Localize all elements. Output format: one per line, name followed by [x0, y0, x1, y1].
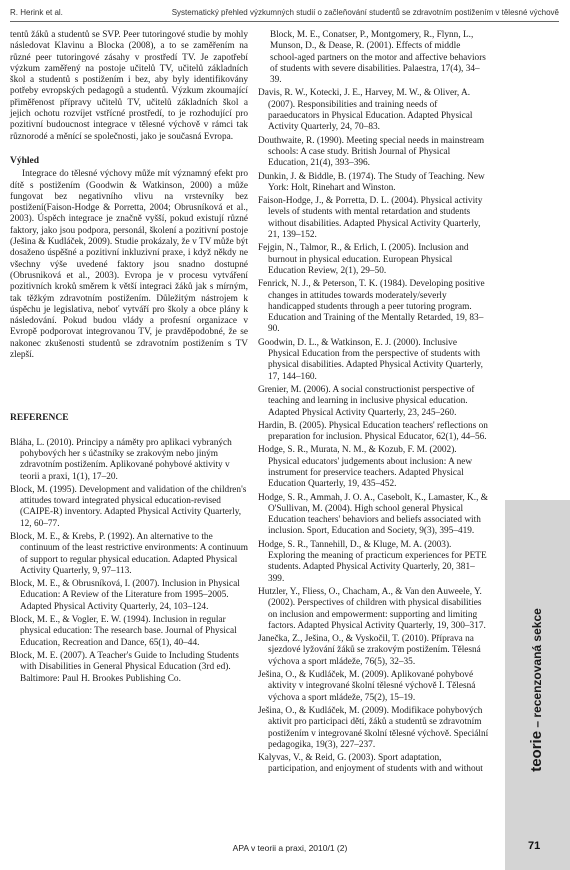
body-paragraph: Integrace do tělesné výchovy může mít významný efekt pro dítě s postižením (Goodwin & Watkinson, 2000) a může fungovat bez negativního vlivu na vrstevníky bez postižení(Faison-Hodge & Porretta, 2004; Obrusníková et al., 2003). Úspěch integrace je značně vyšší, pokud existují různé faktory, jako jsou podpora, personál, školení a pozitivní postoje (Ješina & Kudláček, 2009). Studie prokázaly, že v TV může být dosaženo úspěšné a pozitivní inkluzivní praxe, i když někdy ne všechny výše uvedené faktory jsou snadno dostupné (Obrusniková et al., 2003). Evropa je v procesu vytváření pozitivních kroků směrem k větší integraci žáků jak s mírným, tak těžkým zdravotním postižením. Důležitým nástrojem k úspěchu je legislativa, neboť vytváří pro školy a obce plány k následování. Pokud budou vlády a profesní organizace v Evropě podporovat integrovanou TV, je pravděpodobné, že se nakonec zkušenosti studentů se zdravotním postižením s TV zlepší.	[10, 169, 248, 361]
reference-item: Ješina, O., & Kudláček, M. (2009). Modifikace pohybových aktivit pro participaci dětí, žáků a studentů se zdravotním postižením v integrované školní tělesné výchově. Speciální pedagogika, 19(3), 227–237.	[258, 705, 489, 750]
reference-item: Davis, R. W., Kotecki, J. E., Harvey, M. W., & Oliver, A. (2007). Responsibilities and training needs of paraeducators in Physical Education. Adapted Physical Activity Quarterly, 24, 70–83.	[258, 88, 473, 133]
header-authors: R. Herink et al.	[10, 8, 63, 17]
left-column	[10, 30, 248, 687]
reference-item: Hodge, S. R., Murata, N. M., & Kozub, F. M. (2002). Physical educators' judgements about inclusion: A new instrument for preservice teachers. Adapted Physical Education Quarterly, 19, 435–452.	[258, 445, 473, 490]
reference-item: Grenier, M. (2006). A social constructionist perspective of teaching and learning in inclusive physical education. Adapted Physical Activity Quarterly, 23, 245–260.	[258, 384, 475, 418]
page-number: 71	[528, 840, 541, 852]
reference-item: Block, M. E., & Krebs, P. (1992). An alternative to the continuum of the least restrictive environments: A continuum of support to regular physical education. Adapted Physical Activity Quarterly, 9, 97–113.	[10, 531, 248, 576]
sidebar-label	[528, 608, 546, 772]
reference-item: Block, M. E., & Obrusníková, I. (2007). Inclusion in Physical Education: A Review of the Literature from 1995–2005. Adapted Physical Activity Quarterly, 24, 103–124.	[10, 579, 240, 612]
header-title: Systematický přehled výzkumných studií o začleňování studentů se zdravotním postižením v tělesné výchově	[171, 8, 559, 17]
section-heading-outlook: Výhled	[10, 155, 40, 166]
reference-item: Kalyvas, V., & Reid, G. (2003). Sport adaptation, participation, and enjoyment of students with and without	[258, 753, 483, 775]
right-column	[258, 30, 490, 778]
reference-item: Block, M. E. (2007). A Teacher's Guide to Including Students with Disabilities in General Physical Education (3rd ed). Baltimore: Paul H. Brookes Publishing Co.	[10, 650, 239, 684]
reference-item: Faison-Hodge, J., & Porretta, D. L. (2004). Physical activity levels of students with mental retardation and students without disabilities. Adapted Physical Activity Quarterly, 21, 139–152.	[258, 196, 483, 241]
reference-item: Block, M. E., Conatser, P., Montgomery, R., Flynn, L., Munson, D., & Dease, R. (2001). Effects of middle school-aged partners on the motor and affective behaviors of students with severe disabilities. Palaestra, 17(4), 34–39.	[270, 30, 486, 86]
section-heading-references: REFERENCE	[10, 413, 69, 424]
reference-item: Hodge, S. R., Ammah, J. O. A., Casebolt, K., Lamaster, K., & O'Sullivan, M. (2004). High school general Physical Education teachers' behaviors and beliefs associated with inclusion. Sport, Education and Society, 9(3), 395–419.	[258, 492, 488, 537]
reference-item: Ješina, O., & Kudláček, M. (2009). Aplikované pohybové aktivity v integrované školní tělesné výchově I. Tělesná výchova a sport mládeže, 75(2), 15–19.	[258, 670, 476, 703]
reference-item: Goodwin, D. L., & Watkinson, E. J. (2000). Inclusive Physical Education from the perspective of students with physical disabilities. Adapted Physical Activity Quarterly, 17, 144–160.	[258, 337, 483, 382]
body-paragraph: tentů žáků a studentů se SVP. Peer tutoringové studie by mohly následovat Klavinu a Blocka (2008), a to se zaměřením na různé peer tutoringové zásahy v prostředí TV. Je zapotřebí výzkum zaměřený na postoje učitelů TV, učitelů základních škol a studentů s postižením i bez, aby byly identifikovány potřeby evropských pedagogů a studentů. Výzkum zkoumající přiměřenost přípravy učitelů TV, učitelů základních škol a jejich ochotu rozvíjet vstřícné prostředí, to je rozhodující pro pozitivní budoucnost integrace v tělesné výchově v rámci tak různorodé a měnící se společnosti, jako je současná Evropa.	[10, 30, 248, 142]
reference-item: Dunkin, J. & Biddle, B. (1974). The Study of Teaching. New York: Holt, Rinehart and Winston.	[258, 171, 485, 193]
reference-item: Block, M. E., & Vogler, E. W. (1994). Inclusion in regular physical education: The research base. Journal of Physical Education, Recreation and Dance, 65(1), 40–44.	[10, 615, 237, 648]
reference-item: Hutzler, Y., Fliess, O., Chacham, A., & Van den Auweele, Y. (2002). Perspectives of children with physical disabilities on inclusion and empowerment: supporting and limiting factors. Adapted Physical Activity Quarterly, 19, 300–317.	[258, 586, 486, 631]
sidebar-label-main: teorie	[528, 730, 545, 772]
reference-item: Douthwaite, R. (1990). Meeting special needs in mainstream schools: A case study. British Journal of Physical Education, 21(4), 393–396.	[258, 135, 485, 169]
reference-item: Block, M. (1995). Development and validation of the children's attitudes toward integrated physical education-revised (CAIPE-R) inventory. Adapted Physical Activity Quarterly, 12, 60–77.	[10, 484, 247, 529]
reference-item: Hodge, S. R., Tannehill, D., & Kluge, M. A. (2003). Exploring the meaning of practicum experiences for PETE students. Adapted Physical Activity Quarterly, 20, 381–399.	[258, 539, 487, 584]
reference-item: Bláha, L. (2010). Principy a náměty pro aplikaci vybraných pohybových her s účastníky se zrakovým nebo jiným zdravotním postižením. Aplikované pohybové aktivity v teorii a praxi, 1(1), 17–20.	[10, 437, 232, 482]
reference-item: Fejgin, N., Talmor, R., & Erlich, I. (2005). Inclusion and burnout in physical education. European Physical Education Review, 2(1), 29–50.	[258, 243, 469, 276]
sidebar-label-sub: – recenzovaná sekce	[530, 608, 544, 731]
header-rule	[10, 21, 559, 22]
reference-item: Fenrick, N. J., & Peterson, T. K. (1984). Developing positive changes in attitudes towards moderately/severly handicapped students through a peer tutoring program. Education and Training of the Mentally Retarded, 19, 83–90.	[258, 279, 485, 335]
reference-item: Hardin, B. (2005). Physical Education teachers' reflections on preparation for inclusion. Physical Educator, 62(1), 44–56.	[258, 420, 488, 443]
running-header	[10, 8, 559, 20]
journal-footer: APA v teorii a praxi, 2010/1 (2)	[232, 843, 348, 853]
reference-item: Janečka, Z., Ješina, O., & Vyskočil, T. (2010). Příprava na sjezdové lyžování žáků se zrakovým postižením. Tělesná výchova a sport mládeže, 76(5), 32–35.	[258, 634, 481, 667]
